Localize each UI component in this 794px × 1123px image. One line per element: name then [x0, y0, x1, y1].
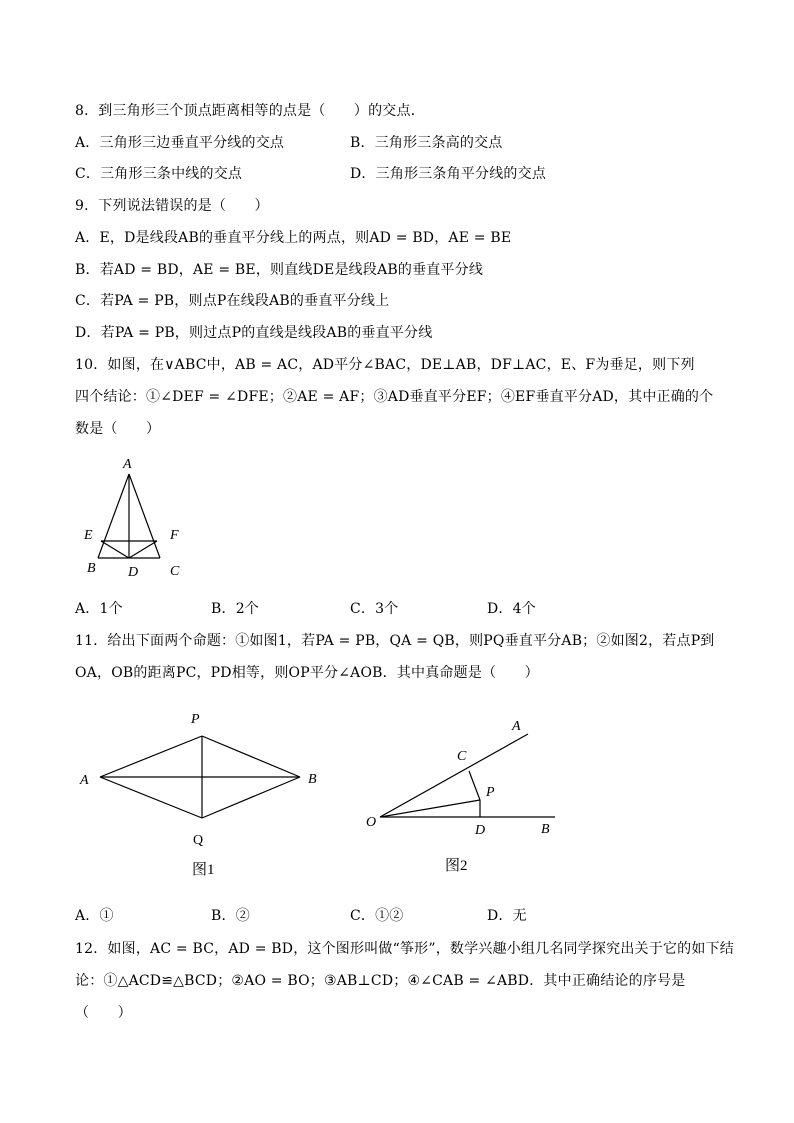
q8-option-c: C．三角形三条中线的交点: [75, 166, 243, 182]
q10-stem-line3: 数是（ ）: [75, 421, 161, 437]
q9-option-b: B．若AD = BD，AE = BE，则直线DE是线段AB的垂直平分线: [75, 262, 484, 278]
q10-option-a: A．1个: [75, 601, 123, 617]
q10-label-b: B: [87, 561, 96, 576]
q8-stem: 8．到三角形三个顶点距离相等的点是（ ）的交点．: [75, 103, 425, 119]
q10-option-d: D．4个: [487, 601, 536, 617]
fig2-caption: 图2: [445, 858, 468, 874]
q10-label-f: F: [170, 528, 179, 543]
q12-stem-line3: （ ）: [75, 1005, 132, 1021]
fig2-label-d: D: [475, 823, 486, 838]
q11-option-d: D．无: [487, 908, 527, 924]
q12-stem-line2: 论：①△ACD≌△BCD；②AO = BO；③AB⊥CD；④∠CAB = ∠ABD．其中正确结论的序号是: [75, 973, 686, 989]
fig2-label-b: B: [541, 822, 550, 837]
q11-stem-line1: 11．给出下面两个命题：①如图1，若PA = PB，QA = QB，则PQ垂直平分AB；②如图2，若点P到: [75, 633, 715, 649]
fig1-label-p: P: [191, 712, 200, 727]
q12-stem-line1: 12．如图，AC = BC，AD = BD，这个图形叫做“筝形”，数学兴趣小组几名同学探究出关于它的如下结: [75, 941, 734, 957]
q11-stem-line2: OA，OB的距离PC，PD相等，则OP平分∠AOB．其中真命题是（ ）: [75, 665, 539, 681]
q10-option-b: B．2个: [211, 601, 259, 617]
q9-stem: 9．下列说法错误的是（ ）: [75, 198, 269, 214]
q10-label-d: D: [128, 565, 139, 580]
q8-option-a: A．三角形三边垂直平分线的交点: [75, 135, 285, 151]
fig1-label-b: B: [308, 772, 317, 787]
fig2-label-o: O: [366, 815, 377, 830]
q10-label-a: A: [123, 457, 132, 472]
q9-option-d: D．若PA = PB，则过点P的直线是线段AB的垂直平分线: [75, 325, 433, 341]
q9-option-c: C．若PA = PB，则点P在线段AB的垂直平分线上: [75, 293, 390, 309]
q11-option-c: C．①②: [350, 908, 404, 924]
q8-option-d: D．三角形三条角平分线的交点: [350, 166, 547, 182]
fig2-label-p: P: [486, 785, 495, 800]
q8-option-b: B．三角形三条高的交点: [350, 135, 503, 151]
q10-label-e: E: [84, 528, 93, 543]
fig2-label-c: C: [457, 749, 467, 764]
q10-stem-line1: 10．如图，在∨ABC中，AB = AC，AD平分∠BAC，DE⊥AB，DF⊥AC，E、F为垂足，则下列: [75, 357, 695, 373]
q11-option-b: B．②: [211, 908, 250, 924]
q11-figure-2: [360, 708, 570, 878]
fig1-caption: 图1: [192, 862, 215, 878]
fig1-label-a: A: [80, 773, 89, 788]
q10-option-c: C．3个: [350, 601, 399, 617]
q11-figure-1: [70, 700, 340, 885]
q10-stem-line2: 四个结论：①∠DEF = ∠DFE；②AE = AF；③AD垂直平分EF；④EF垂直平分AD，其中正确的个: [75, 389, 714, 405]
q9-option-a: A．E，D是线段AB的垂直平分线上的两点，则AD = BD，AE = BE: [75, 230, 512, 246]
q11-option-a: A．①: [75, 908, 114, 924]
fig2-label-a: A: [512, 719, 521, 734]
q10-label-c: C: [170, 564, 180, 579]
q10-triangle-figure: [78, 452, 198, 582]
fig1-label-q: Q: [193, 833, 204, 848]
